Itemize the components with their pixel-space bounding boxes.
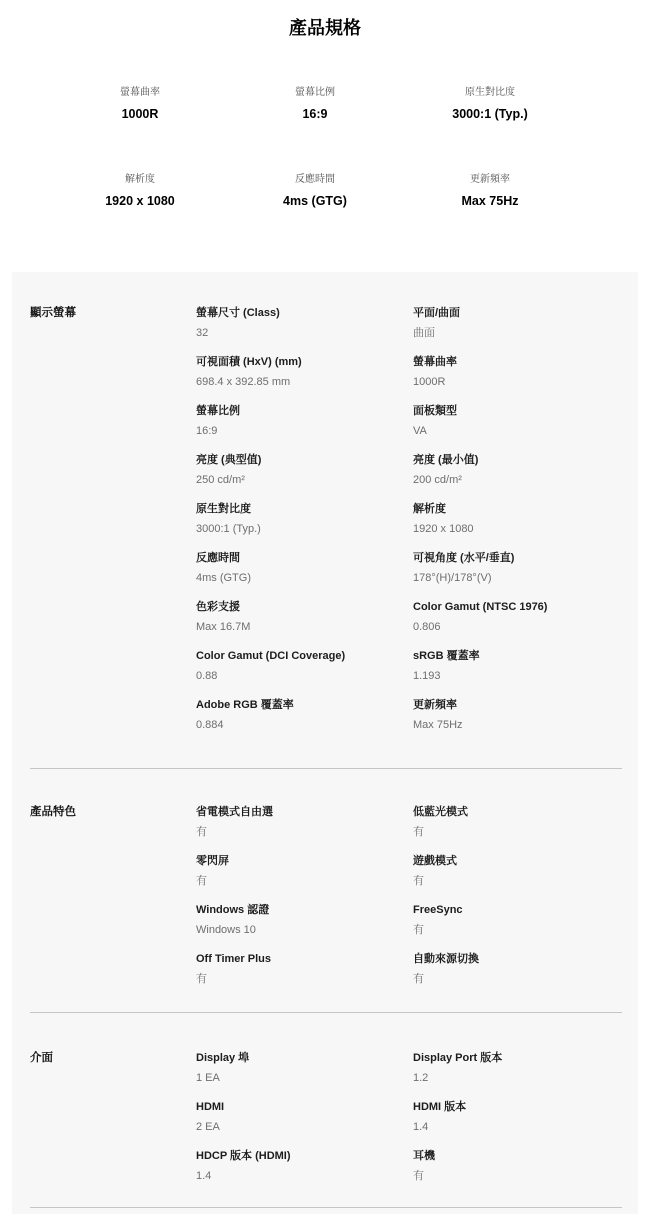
spec-value: 有 xyxy=(196,875,207,887)
spec-label: Color Gamut (DCI Coverage) xyxy=(196,650,346,662)
summary-value: 16:9 xyxy=(302,107,328,121)
spec-value: 曲面 xyxy=(413,327,435,339)
spec-pair xyxy=(413,306,622,340)
spec-label: HDMI xyxy=(196,1101,225,1113)
spec-label: 面板類型 xyxy=(413,405,457,417)
spec-label: 色彩支援 xyxy=(196,601,240,613)
spec-label: Adobe RGB 覆蓋率 xyxy=(196,699,294,711)
spec-pair xyxy=(196,854,413,888)
summary-cell xyxy=(235,86,395,122)
spec-label: 原生對比度 xyxy=(196,503,251,515)
spec-label: 零閃屏 xyxy=(196,855,229,867)
spec-label: Windows 認證 xyxy=(196,904,270,916)
spec-value: Max 16.7M xyxy=(196,621,251,633)
spec-pair xyxy=(196,903,413,937)
summary-value: Max 75Hz xyxy=(461,194,519,208)
spec-value: 有 xyxy=(413,875,424,887)
spec-label: HDMI 版本 xyxy=(413,1101,467,1113)
summary-label: 螢幕比例 xyxy=(295,87,335,98)
spec-value: 有 xyxy=(196,973,207,985)
spec-pair xyxy=(413,404,622,438)
spec-label: Display Port 版本 xyxy=(413,1052,503,1064)
spec-value: 3000:1 (Typ.) xyxy=(196,523,261,535)
section-col2 xyxy=(413,805,622,1001)
spec-value: 1000R xyxy=(413,376,446,388)
spec-label: 遊戲模式 xyxy=(413,855,457,867)
spec-pair xyxy=(413,698,622,732)
spec-value: 有 xyxy=(413,924,424,936)
spec-label: 螢幕尺寸 (Class) xyxy=(196,307,280,319)
spec-label: 更新頻率 xyxy=(413,699,457,711)
spec-value: 200 cd/m² xyxy=(413,474,462,486)
section-heading: 產品特色 xyxy=(30,806,76,818)
spec-value: VA xyxy=(413,425,427,437)
summary-cell xyxy=(60,86,220,122)
spec-pair xyxy=(413,551,622,585)
summary-label: 解析度 xyxy=(125,174,155,185)
summary-value: 1920 x 1080 xyxy=(105,194,175,208)
spec-label: FreeSync xyxy=(413,904,463,916)
spec-pair xyxy=(196,1051,413,1085)
section-col2 xyxy=(413,1051,622,1198)
spec-label: Off Timer Plus xyxy=(196,953,271,965)
spec-pair xyxy=(413,903,622,937)
summary-cell xyxy=(410,86,570,122)
spec-label: 低藍光模式 xyxy=(413,806,468,818)
section-col1 xyxy=(196,805,413,1001)
spec-label: 可視面積 (HxV) (mm) xyxy=(196,356,302,368)
spec-label: sRGB 覆蓋率 xyxy=(413,650,480,662)
spec-pair xyxy=(413,1100,622,1134)
spec-pair xyxy=(413,502,622,536)
summary-label: 更新頻率 xyxy=(470,174,510,185)
spec-value: 有 xyxy=(413,1170,424,1182)
spec-pair xyxy=(413,952,622,986)
spec-pair xyxy=(413,854,622,888)
spec-value: 250 cd/m² xyxy=(196,474,245,486)
summary-grid xyxy=(0,86,650,209)
spec-pair xyxy=(196,805,413,839)
page-title: 產品規格 xyxy=(289,18,361,38)
spec-pair xyxy=(413,1149,622,1183)
section-divider xyxy=(30,1207,622,1208)
section-col1 xyxy=(196,1051,413,1198)
spec-label: 可視角度 (水平/垂直) xyxy=(413,552,515,564)
spec-value: 有 xyxy=(413,826,424,838)
spec-value: 32 xyxy=(196,327,209,339)
summary-row xyxy=(0,86,650,122)
spec-value: Windows 10 xyxy=(196,924,256,936)
spec-label: HDCP 版本 (HDMI) xyxy=(196,1150,291,1162)
spec-label: 耳機 xyxy=(413,1150,435,1162)
spec-pair xyxy=(196,355,413,389)
spec-label: 螢幕比例 xyxy=(196,405,240,417)
summary-label: 反應時間 xyxy=(295,174,335,185)
spec-label: Display 埠 xyxy=(196,1052,250,1064)
spec-pair xyxy=(196,952,413,986)
spec-pair xyxy=(196,698,413,732)
summary-label: 原生對比度 xyxy=(465,87,515,98)
section-col2 xyxy=(413,306,622,747)
section-interface xyxy=(12,1013,638,1207)
spec-value: 2 EA xyxy=(196,1121,220,1133)
spec-value: 有 xyxy=(196,826,207,838)
spec-pair xyxy=(196,453,413,487)
spec-value: 1.2 xyxy=(413,1072,429,1084)
spec-value: 1.4 xyxy=(413,1121,429,1133)
spec-value: 4ms (GTG) xyxy=(196,572,251,584)
spec-panel xyxy=(12,272,638,1214)
spec-value: 178°(H)/178°(V) xyxy=(413,572,492,584)
spec-pair xyxy=(196,600,413,634)
spec-label: 解析度 xyxy=(413,503,446,515)
spec-value: 1.4 xyxy=(196,1170,212,1182)
spec-value: Max 75Hz xyxy=(413,719,463,731)
spec-pair xyxy=(413,453,622,487)
spec-pair xyxy=(196,404,413,438)
spec-pair xyxy=(413,649,622,683)
summary-label: 螢幕曲率 xyxy=(120,87,160,98)
spec-value: 1.193 xyxy=(413,670,441,682)
spec-value: 16:9 xyxy=(196,425,218,437)
spec-value: 1920 x 1080 xyxy=(413,523,474,535)
section-heading: 顯示螢幕 xyxy=(30,307,76,319)
spec-pair xyxy=(196,306,413,340)
spec-label: 亮度 (最小值) xyxy=(413,454,479,466)
spec-label: 反應時間 xyxy=(196,552,240,564)
summary-value: 4ms (GTG) xyxy=(283,194,347,208)
spec-value: 0.806 xyxy=(413,621,441,633)
summary-cell xyxy=(410,173,570,209)
summary-row xyxy=(0,173,650,209)
section-features xyxy=(12,769,638,1012)
spec-value: 有 xyxy=(413,973,424,985)
spec-pair xyxy=(413,805,622,839)
spec-pair xyxy=(196,551,413,585)
spec-label: 亮度 (典型值) xyxy=(196,454,262,466)
section-col1 xyxy=(196,306,413,747)
spec-pair xyxy=(196,649,413,683)
spec-pair xyxy=(413,600,622,634)
spec-label: Color Gamut (NTSC 1976) xyxy=(413,601,548,613)
summary-value: 1000R xyxy=(121,107,159,121)
spec-label: 螢幕曲率 xyxy=(413,356,457,368)
spec-value: 0.88 xyxy=(196,670,218,682)
spec-value: 698.4 x 392.85 mm xyxy=(196,376,291,388)
spec-pair xyxy=(413,355,622,389)
section-heading: 介面 xyxy=(30,1052,53,1064)
spec-pair xyxy=(196,502,413,536)
spec-label: 自動來源切換 xyxy=(413,953,479,965)
summary-cell xyxy=(235,173,395,209)
spec-label: 平面/曲面 xyxy=(413,307,461,319)
section-display xyxy=(12,272,638,768)
spec-pair xyxy=(196,1100,413,1134)
spec-pair xyxy=(196,1149,413,1183)
spec-label: 省電模式自由選 xyxy=(196,806,273,818)
spec-page xyxy=(0,14,650,1182)
spec-value: 1 EA xyxy=(196,1072,220,1084)
summary-value: 3000:1 (Typ.) xyxy=(452,107,528,121)
spec-pair xyxy=(413,1051,622,1085)
spec-value: 0.884 xyxy=(196,719,224,731)
summary-cell xyxy=(60,173,220,209)
